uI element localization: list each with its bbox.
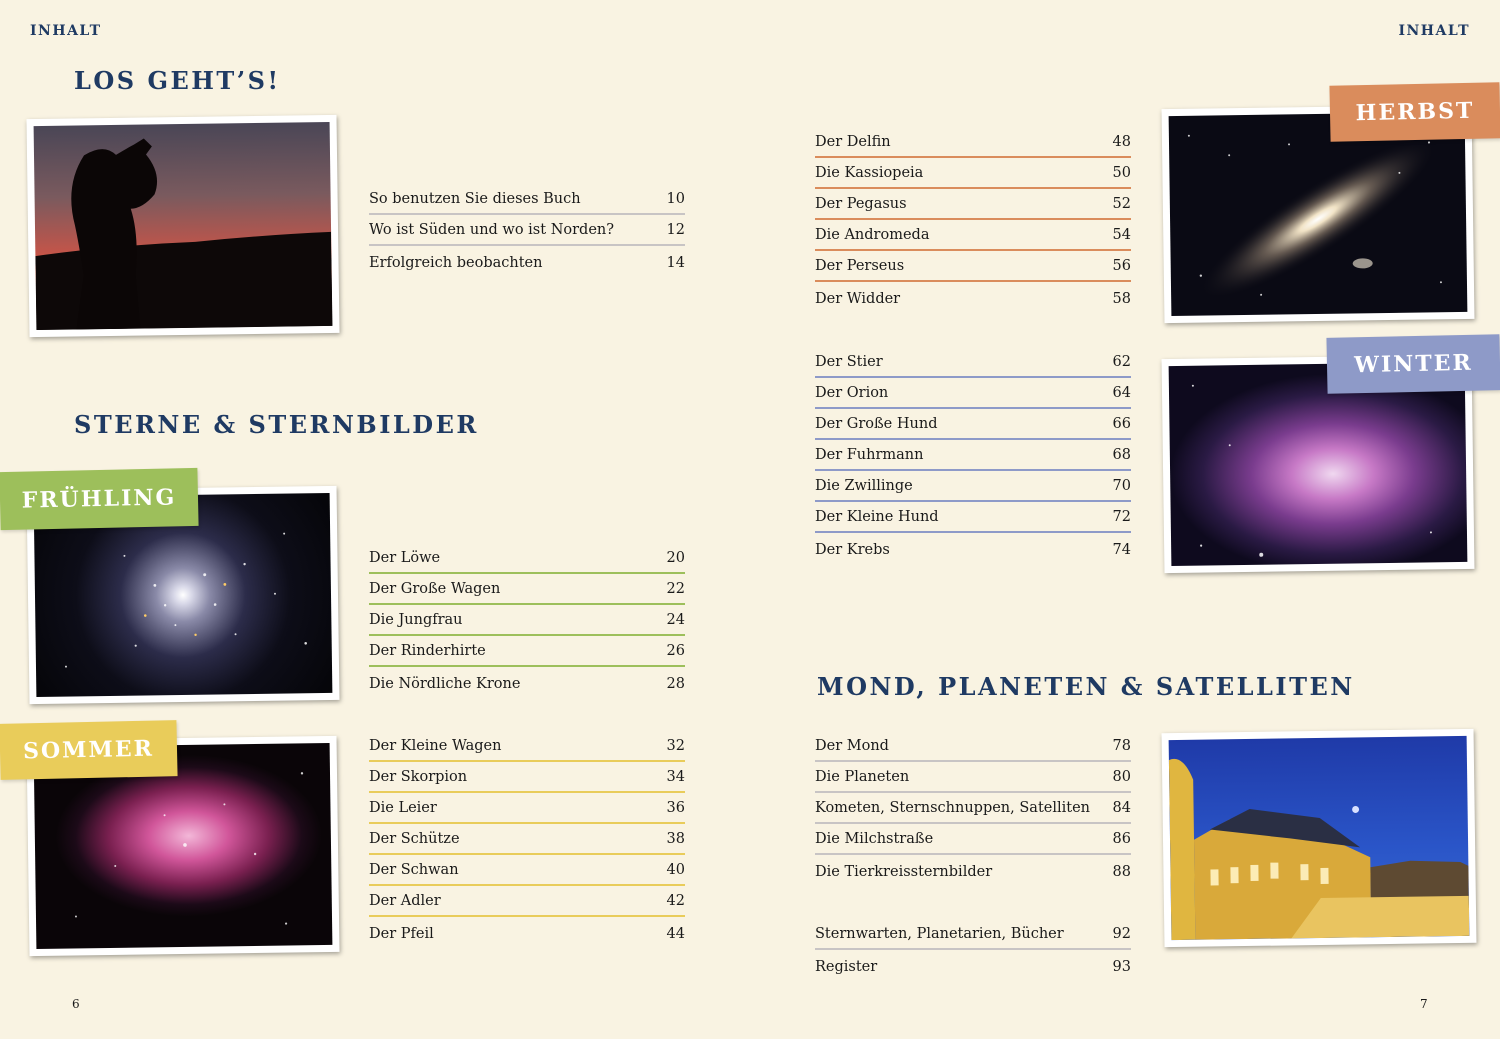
toc-entry-title: Die Leier [369, 800, 437, 816]
toc-entry-page: 56 [1112, 258, 1131, 274]
toc-entry[interactable] [369, 605, 685, 636]
toc-entry-page: 64 [1112, 385, 1131, 401]
toc-entry-page: 66 [1112, 416, 1131, 432]
toc-entry-page: 34 [666, 769, 685, 785]
page-number-left: 6 [72, 997, 80, 1011]
section-title-mond: MOND, PLANETEN & SATELLITEN [817, 672, 1355, 701]
section-title-sterne: STERNE & STERNBILDER [74, 410, 479, 439]
toc-entry-title: Wo ist Süden und wo ist Norden? [369, 222, 615, 238]
toc-entry[interactable] [369, 574, 685, 605]
toc-entry[interactable] [815, 220, 1131, 251]
toc-entry-title: Die Zwillinge [815, 478, 913, 494]
toc-entry[interactable] [815, 762, 1131, 793]
toc-entry-title: Der Fuhrmann [815, 447, 924, 463]
toc-entry-title: Der Krebs [815, 542, 890, 558]
toc-entry[interactable] [815, 950, 1131, 981]
toc-entry[interactable] [815, 127, 1131, 158]
toc-entry[interactable] [369, 731, 685, 762]
toc-entry-title: Der Stier [815, 354, 883, 370]
toc-list-anhang [815, 919, 1131, 981]
toc-entry-title: Erfolgreich beobachten [369, 255, 543, 271]
toc-entry-page: 20 [666, 550, 685, 566]
toc-entry[interactable] [815, 347, 1131, 378]
tag-fruehling: FRÜHLING [0, 468, 199, 530]
toc-entry-page: 80 [1112, 769, 1131, 785]
toc-entry-title: Der Pegasus [815, 196, 907, 212]
toc-entry[interactable] [815, 824, 1131, 855]
photo-observer-silhouette [26, 115, 339, 337]
toc-entry-title: Der Kleine Hund [815, 509, 939, 525]
toc-entry-page: 32 [666, 738, 685, 754]
toc-entry[interactable] [815, 251, 1131, 282]
toc-entry-title: Der Delfin [815, 134, 891, 150]
running-header-left: INHALT [30, 23, 102, 39]
toc-entry[interactable] [815, 731, 1131, 762]
toc-entry[interactable] [369, 824, 685, 855]
toc-entry-title: Die Milchstraße [815, 831, 934, 847]
section-title-los-gehts: LOS GEHT’S! [74, 66, 281, 95]
toc-entry-page: 14 [666, 255, 685, 271]
toc-entry-page: 74 [1112, 542, 1131, 558]
toc-entry-page: 10 [666, 191, 685, 207]
toc-entry-page: 42 [666, 893, 685, 909]
toc-entry-page: 72 [1112, 509, 1131, 525]
toc-entry[interactable] [815, 919, 1131, 950]
toc-list-fruehling [369, 543, 685, 698]
toc-entry[interactable] [369, 184, 685, 215]
toc-entry[interactable] [369, 793, 685, 824]
toc-entry[interactable] [369, 543, 685, 574]
toc-entry[interactable] [815, 282, 1131, 313]
toc-entry-title: Der Große Wagen [369, 581, 501, 597]
toc-entry-page: 38 [666, 831, 685, 847]
toc-entry-title: Kometen, Sternschnuppen, Satelliten [815, 800, 1091, 816]
toc-entry-page: 22 [666, 581, 685, 597]
toc-entry-title: Der Rinderhirte [369, 643, 486, 659]
toc-entry-page: 62 [1112, 354, 1131, 370]
page-number-right: 7 [1420, 997, 1428, 1011]
toc-entry-page: 24 [666, 612, 685, 628]
toc-entry-page: 48 [1112, 134, 1131, 150]
toc-entry-title: Der Schütze [369, 831, 460, 847]
tag-herbst: HERBST [1329, 82, 1500, 142]
toc-list-sommer [369, 731, 685, 948]
toc-entry-title: Der Widder [815, 291, 901, 307]
toc-entry-title: Die Andromeda [815, 227, 930, 243]
toc-entry-title: Register [815, 959, 878, 975]
toc-entry[interactable] [815, 793, 1131, 824]
toc-entry[interactable] [815, 189, 1131, 220]
tag-winter: WINTER [1326, 334, 1500, 394]
toc-entry-page: 70 [1112, 478, 1131, 494]
toc-entry-title: Die Jungfrau [369, 612, 463, 628]
toc-entry[interactable] [815, 533, 1131, 564]
toc-entry-page: 44 [666, 926, 685, 942]
tag-sommer: SOMMER [0, 720, 178, 780]
toc-entry[interactable] [815, 378, 1131, 409]
toc-entry-title: Der Schwan [369, 862, 459, 878]
toc-entry[interactable] [369, 917, 685, 948]
toc-entry-page: 26 [666, 643, 685, 659]
toc-list-intro [369, 184, 685, 277]
toc-entry-title: Sternwarten, Planetarien, Bücher [815, 926, 1064, 942]
toc-entry-title: Der Große Hund [815, 416, 938, 432]
toc-entry-title: Der Adler [369, 893, 441, 909]
toc-entry-page: 68 [1112, 447, 1131, 463]
toc-entry[interactable] [369, 667, 685, 698]
toc-entry-title: Der Löwe [369, 550, 441, 566]
toc-entry-title: Die Nördliche Krone [369, 676, 521, 692]
toc-entry-page: 28 [666, 676, 685, 692]
toc-entry-title: Der Pfeil [369, 926, 434, 942]
toc-entry-title: So benutzen Sie dieses Buch [369, 191, 581, 207]
toc-entry-page: 84 [1112, 800, 1131, 816]
toc-entry[interactable] [815, 440, 1131, 471]
toc-entry-page: 36 [666, 800, 685, 816]
toc-list-winter [815, 347, 1131, 564]
toc-entry-page: 52 [1112, 196, 1131, 212]
toc-entry-title: Der Perseus [815, 258, 905, 274]
toc-entry[interactable] [815, 471, 1131, 502]
toc-entry[interactable] [369, 636, 685, 667]
toc-entry[interactable] [369, 886, 685, 917]
photo-palace-night-sky [1162, 729, 1477, 947]
toc-list-herbst [815, 127, 1131, 313]
toc-entry-page: 86 [1112, 831, 1131, 847]
toc-entry[interactable] [369, 246, 685, 277]
toc-list-mond [815, 731, 1131, 886]
toc-entry-title: Der Orion [815, 385, 889, 401]
running-header-right: INHALT [1398, 23, 1470, 39]
toc-entry-page: 93 [1112, 959, 1131, 975]
toc-entry-title: Der Mond [815, 738, 889, 754]
toc-entry[interactable] [815, 409, 1131, 440]
toc-entry[interactable] [369, 215, 685, 246]
toc-entry[interactable] [369, 855, 685, 886]
toc-entry[interactable] [815, 855, 1131, 886]
toc-entry[interactable] [815, 502, 1131, 533]
toc-entry-page: 40 [666, 862, 685, 878]
toc-entry-title: Die Planeten [815, 769, 910, 785]
toc-entry-title: Die Tierkreissternbilder [815, 864, 993, 880]
toc-entry-page: 88 [1112, 864, 1131, 880]
toc-entry-page: 54 [1112, 227, 1131, 243]
toc-entry-page: 12 [666, 222, 685, 238]
toc-entry-title: Der Kleine Wagen [369, 738, 502, 754]
toc-entry-page: 78 [1112, 738, 1131, 754]
toc-entry[interactable] [815, 158, 1131, 189]
toc-entry-title: Die Kassiopeia [815, 165, 924, 181]
toc-entry-title: Der Skorpion [369, 769, 468, 785]
toc-entry-page: 92 [1112, 926, 1131, 942]
toc-entry-page: 50 [1112, 165, 1131, 181]
toc-entry-page: 58 [1112, 291, 1131, 307]
toc-entry[interactable] [369, 762, 685, 793]
